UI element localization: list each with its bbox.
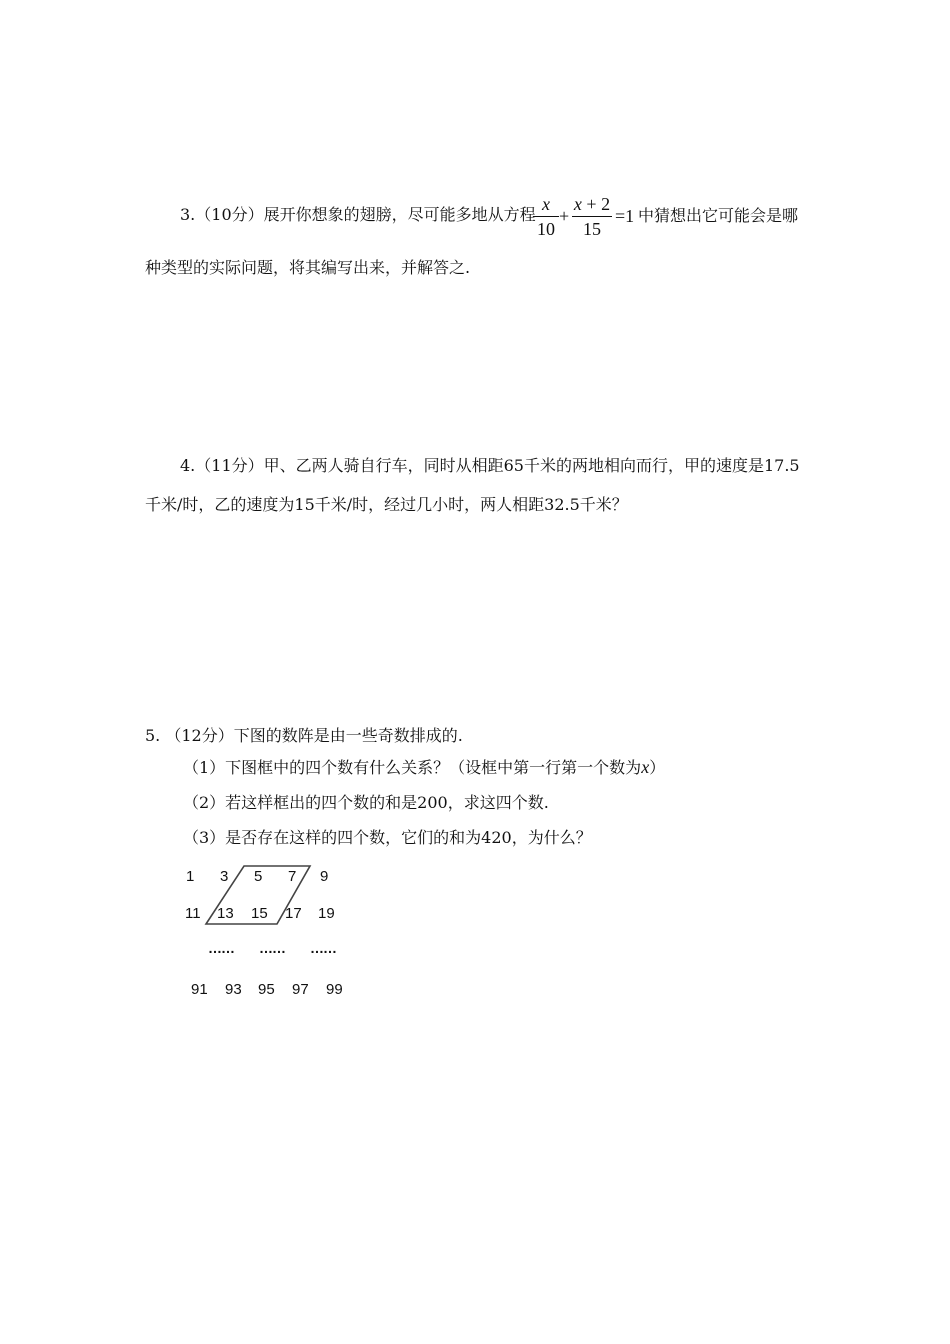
- array-cell: 19: [318, 905, 335, 922]
- array-cell: 11: [185, 905, 201, 922]
- variable-x: x: [641, 757, 650, 777]
- q3-suffix: 中猜想出它可能会是哪: [638, 206, 799, 225]
- q4-line1: 4.（11分）甲、乙两人骑自行车，同时从相距65千米的两地相向而行，甲的速度是17.5: [180, 456, 800, 475]
- q3-prefix: 3.（10分）展开你想象的翅膀，尽可能多地从方程: [180, 205, 536, 224]
- array-cell: 91: [191, 981, 208, 998]
- q3-frac2-numerator: x + 2: [573, 194, 611, 214]
- array-ellipsis: ……: [259, 940, 285, 956]
- array-cell: 93: [225, 981, 242, 998]
- q5-sub3: （3）是否存在这样的四个数，它们的和为420，为什么？: [183, 828, 592, 847]
- array-cell: 7: [288, 868, 297, 885]
- array-ellipsis: ……: [310, 940, 336, 956]
- array-cell: 17: [285, 905, 302, 922]
- array-cell: 13: [217, 905, 234, 922]
- array-cell: 99: [326, 981, 343, 998]
- array-ellipsis: ……: [208, 940, 234, 956]
- array-cell: 15: [251, 905, 268, 922]
- q3-plus-sign: +: [559, 206, 570, 226]
- array-cell: 5: [254, 868, 263, 885]
- q3-frac2-denominator: 15: [583, 219, 601, 239]
- q5-sub2: （2）若这样框出的四个数的和是200，求这四个数.: [183, 793, 549, 812]
- array-cell: 9: [320, 868, 329, 885]
- array-cell: 3: [220, 868, 229, 885]
- array-cell: 95: [258, 981, 275, 998]
- q3-line2: 种类型的实际问题，将其编写出来，并解答之.: [145, 258, 471, 277]
- array-cell: 97: [292, 981, 309, 998]
- array-cell: 1: [186, 868, 195, 885]
- q5-sub1-close: ）: [649, 758, 666, 777]
- q5-title: 5. （12分）下图的数阵是由一些奇数排成的.: [145, 726, 463, 745]
- q3-frac1-numerator: x: [542, 194, 550, 214]
- q3-equals-one: =1: [615, 206, 635, 226]
- q3-frac1-denominator: 10: [537, 219, 555, 239]
- q5-sub1-text: （1）下图框中的四个数有什么关系？（设框中第一行第一个数为: [183, 758, 642, 777]
- q4-line2: 千米/时，乙的速度为15千米/时，经过几小时，两人相距32.5千米？: [145, 495, 628, 514]
